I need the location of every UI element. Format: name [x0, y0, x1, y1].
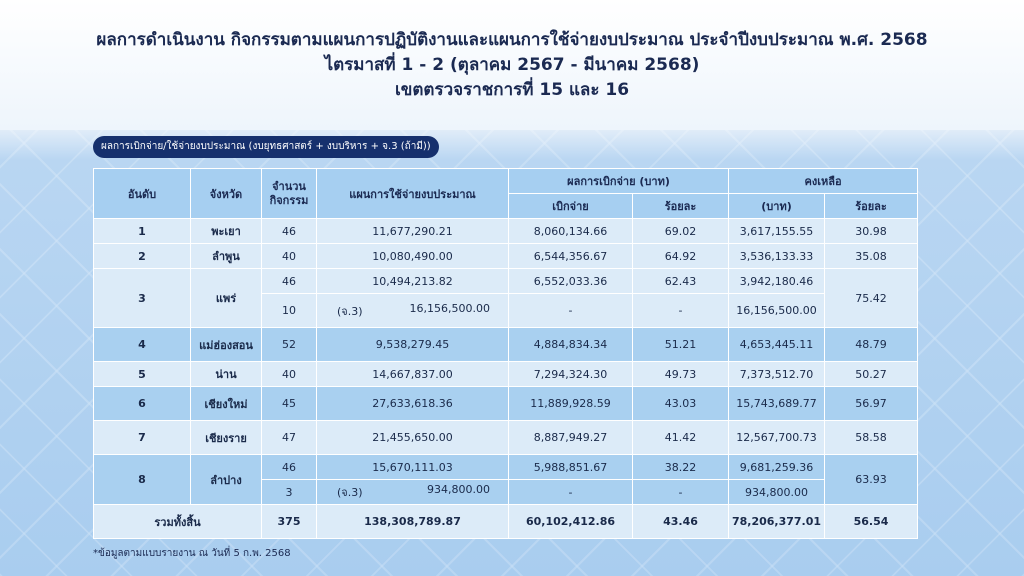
cell-province: แพร่ — [191, 269, 262, 328]
cell-remaining: 16,156,500.00 — [729, 294, 825, 328]
table-row — [94, 421, 918, 455]
header-rank: อันดับ — [94, 169, 191, 219]
cell-rank: 2 — [94, 244, 191, 269]
budget-table — [93, 168, 918, 539]
cell-disbursed-pct: 64.92 — [633, 244, 729, 269]
cell-disbursed-pct: 49.73 — [633, 362, 729, 387]
cell-remaining-pct: 75.42 — [825, 269, 918, 328]
cell-plan: 27,633,618.36 — [317, 387, 509, 421]
total-disbursed-pct: 43.46 — [633, 505, 729, 539]
cell-rank: 4 — [94, 328, 191, 362]
section-label: ผลการเบิกจ่าย/ใช้จ่ายงบประมาณ (งบยุทธศาสตร์ + งบบริหาร + จ.3 (ถ้ามี)) — [93, 136, 439, 158]
cell-plan: 11,677,290.21 — [317, 219, 509, 244]
cell-province: ลำพูน — [191, 244, 262, 269]
cell-disbursed-pct: 51.21 — [633, 328, 729, 362]
cell-plan-value: 934,800.00 — [427, 483, 490, 496]
cell-province: แม่ฮ่องสอน — [191, 328, 262, 362]
cell-remaining-pct: 48.79 — [825, 328, 918, 362]
header-remaining: (บาท) — [729, 194, 825, 219]
cell-province: น่าน — [191, 362, 262, 387]
cell-activities: 3 — [262, 480, 317, 505]
cell-plan-value: 16,156,500.00 — [409, 301, 490, 315]
cell-disbursed-pct: - — [633, 294, 729, 328]
header-disbursed-group: ผลการเบิกจ่าย (บาท) — [509, 169, 729, 194]
cell-remaining-pct: 30.98 — [825, 219, 918, 244]
header-remaining-pct: ร้อยละ — [825, 194, 918, 219]
cell-remaining-pct: 50.27 — [825, 362, 918, 387]
header-plan: แผนการใช้จ่ายงบประมาณ — [317, 169, 509, 219]
cell-rank: 1 — [94, 219, 191, 244]
header-province: จังหวัด — [191, 169, 262, 219]
table-row — [94, 387, 918, 421]
cell-rank: 7 — [94, 421, 191, 455]
table-row — [94, 244, 918, 269]
cell-remaining: 3,942,180.46 — [729, 269, 825, 294]
total-activities: 375 — [262, 505, 317, 539]
cell-plan: 15,670,111.03 — [317, 455, 509, 480]
cell-activities: 40 — [262, 244, 317, 269]
table-row — [94, 328, 918, 362]
cell-activities: 46 — [262, 455, 317, 480]
cell-activities: 47 — [262, 421, 317, 455]
cell-remaining: 934,800.00 — [729, 480, 825, 505]
header-disbursed: เบิกจ่าย — [509, 194, 633, 219]
cell-plan: 10,494,213.82 — [317, 269, 509, 294]
cell-rank: 6 — [94, 387, 191, 421]
cell-remaining-pct: 63.93 — [825, 455, 918, 505]
cell-plan: 9,538,279.45 — [317, 328, 509, 362]
cell-remaining-pct: 58.58 — [825, 421, 918, 455]
cell-disbursed: 11,889,928.59 — [509, 387, 633, 421]
cell-rank: 8 — [94, 455, 191, 505]
cell-plan: 21,455,650.00 — [317, 421, 509, 455]
cell-plan — [317, 480, 509, 505]
cell-disbursed-pct: 38.22 — [633, 455, 729, 480]
cell-activities: 46 — [262, 269, 317, 294]
total-disbursed: 60,102,412.86 — [509, 505, 633, 539]
header-disbursed-pct: ร้อยละ — [633, 194, 729, 219]
cell-disbursed-pct: 41.42 — [633, 421, 729, 455]
total-plan: 138,308,789.87 — [317, 505, 509, 539]
total-label: รวมทั้งสิ้น — [94, 505, 262, 539]
total-remaining-pct: 56.54 — [825, 505, 918, 539]
table-row — [94, 362, 918, 387]
cell-disbursed: 8,887,949.27 — [509, 421, 633, 455]
cell-disbursed: 5,988,851.67 — [509, 455, 633, 480]
cell-disbursed: 8,060,134.66 — [509, 219, 633, 244]
table-row — [94, 219, 918, 244]
cell-province: พะเยา — [191, 219, 262, 244]
cell-activities: 40 — [262, 362, 317, 387]
cell-rank: 5 — [94, 362, 191, 387]
cell-disbursed: 6,552,033.36 — [509, 269, 633, 294]
cell-rank: 3 — [94, 269, 191, 328]
page-title — [0, 28, 1024, 103]
table-row — [94, 269, 918, 294]
cell-disbursed: - — [509, 480, 633, 505]
cell-province: เชียงราย — [191, 421, 262, 455]
cell-province: ลำปาง — [191, 455, 262, 505]
cell-activities: 52 — [262, 328, 317, 362]
cell-plan: 14,667,837.00 — [317, 362, 509, 387]
cell-activities: 46 — [262, 219, 317, 244]
cell-activities: 10 — [262, 294, 317, 328]
cell-disbursed: 7,294,324.30 — [509, 362, 633, 387]
cell-remaining: 3,617,155.55 — [729, 219, 825, 244]
cell-disbursed-pct: 69.02 — [633, 219, 729, 244]
header-row-1 — [94, 169, 918, 194]
cell-remaining: 12,567,700.73 — [729, 421, 825, 455]
cell-disbursed: - — [509, 294, 633, 328]
header-remaining-group: คงเหลือ — [729, 169, 918, 194]
title-line-2: ไตรมาสที่ 1 - 2 (ตุลาคม 2567 - มีนาคม 2568) — [324, 55, 700, 75]
cell-remaining: 3,536,133.33 — [729, 244, 825, 269]
total-row — [94, 505, 918, 539]
cell-disbursed: 4,884,834.34 — [509, 328, 633, 362]
cell-plan: 10,080,490.00 — [317, 244, 509, 269]
cell-remaining: 7,373,512.70 — [729, 362, 825, 387]
cell-disbursed-pct: - — [633, 480, 729, 505]
cell-remaining-pct: 35.08 — [825, 244, 918, 269]
cell-disbursed-pct: 43.03 — [633, 387, 729, 421]
title-line-1: ผลการดำเนินงาน กิจกรรมตามแผนการปฏิบัติงานและแผนการใช้จ่ายงบประมาณ ประจำปีงบประมาณ พ.ศ. 2568 — [96, 30, 928, 50]
cell-remaining: 4,653,445.11 — [729, 328, 825, 362]
total-remaining: 78,206,377.01 — [729, 505, 825, 539]
cell-plan — [317, 294, 509, 328]
cell-disbursed: 6,544,356.67 — [509, 244, 633, 269]
cell-province: เชียงใหม่ — [191, 387, 262, 421]
cell-remaining: 15,743,689.77 — [729, 387, 825, 421]
cell-activities: 45 — [262, 387, 317, 421]
footnote: *ข้อมูลตามแบบรายงาน ณ วันที่ 5 ก.พ. 2568 — [93, 548, 291, 559]
table-row — [94, 455, 918, 480]
header-activities: จำนวน กิจกรรม — [262, 169, 317, 219]
title-line-3: เขตตรวจราชการที่ 15 และ 16 — [394, 80, 630, 100]
cell-remaining: 9,681,259.36 — [729, 455, 825, 480]
cell-tag: (จ.3) — [337, 486, 363, 499]
cell-tag: (จ.3) — [337, 304, 363, 318]
cell-disbursed-pct: 62.43 — [633, 269, 729, 294]
cell-remaining-pct: 56.97 — [825, 387, 918, 421]
